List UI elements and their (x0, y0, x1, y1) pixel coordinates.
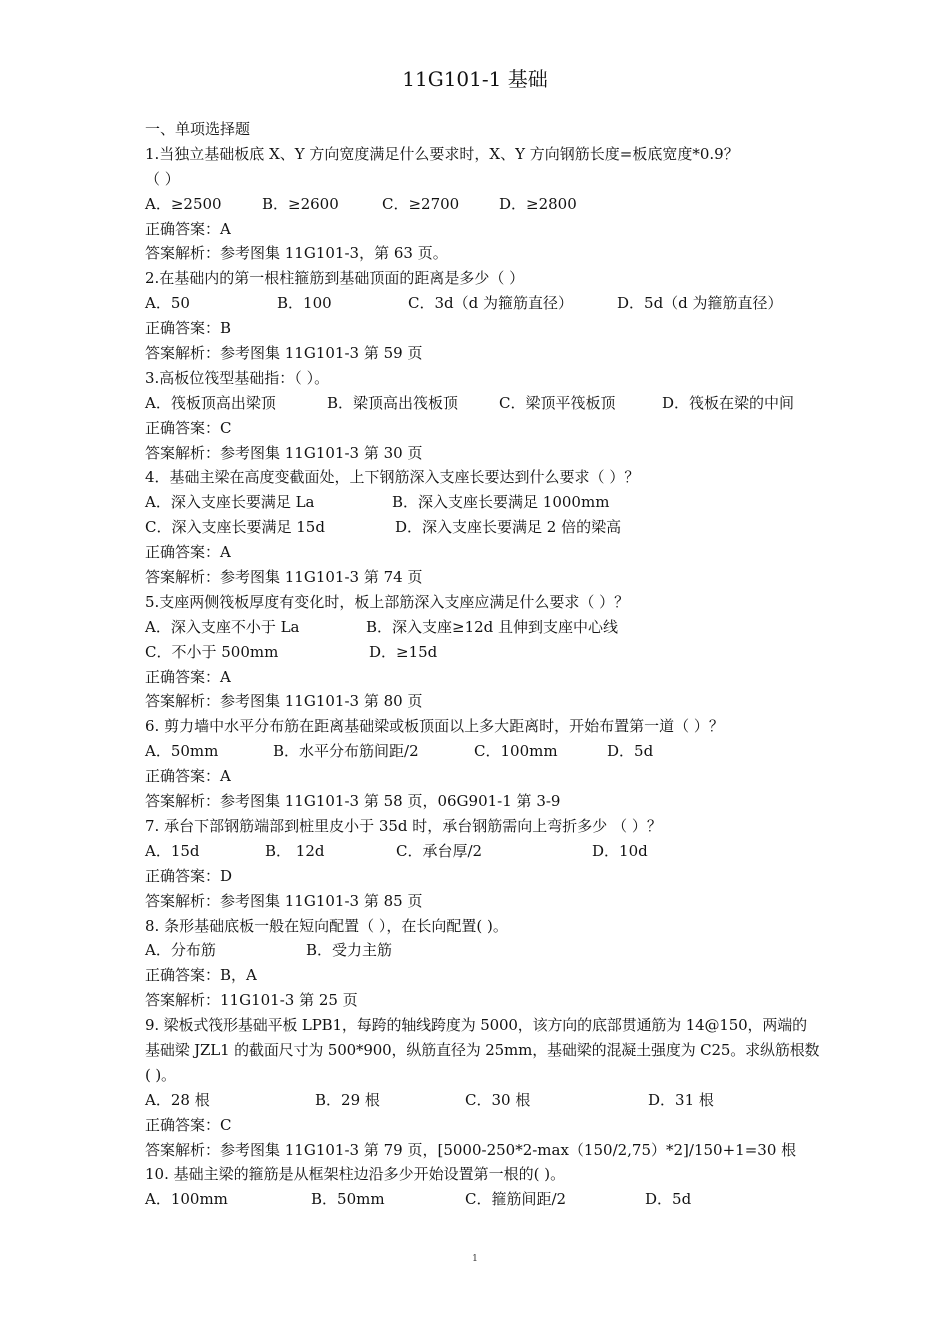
answer-label: 正确答案： (145, 219, 221, 238)
answer-explanation: 答案解析：参考图集 11G101-3 第 59 页 (145, 344, 423, 363)
option-a: A．28 根 (145, 1090, 210, 1109)
answer-explanation: 答案解析：参考图集 11G101-3 第 74 页 (145, 568, 423, 587)
option-b: B．梁顶高出筏板顶 (327, 393, 459, 412)
answer-explanation: 答案解析：参考图集 11G101-3 第 30 页 (145, 443, 423, 462)
option-c: C．深入支座长要满足 15d (145, 518, 325, 537)
correct-answer (145, 416, 820, 441)
correct-answer (145, 1113, 820, 1138)
answer-value: B，A (220, 966, 257, 985)
answer-value: D (220, 866, 233, 885)
option-d: D．10d (592, 841, 648, 860)
question-stem: 9. 梁板式筏形基础平板 LPB1，每跨的轴线跨度为 5000，该方向的底部贯通筋为 14@150，两端的基础梁 JZL1 的截面尺寸为 500*900，纵筋直径为 25mm，基础梁的混凝土强度为 C25。求纵筋根数( )。 (145, 1016, 820, 1084)
option-c: C．30 根 (465, 1090, 531, 1109)
option-d: D．≥15d (369, 642, 438, 661)
answer-explanation: 答案解析：参考图集 11G101-3 第 58 页，06G901-1 第 3-9 (145, 792, 561, 811)
option-b: B．受力主筋 (306, 941, 393, 960)
option-d: D．深入支座长要满足 2 倍的梁高 (395, 518, 622, 537)
option-d: D．31 根 (648, 1090, 714, 1109)
option-row (145, 640, 820, 665)
option-row (145, 739, 820, 764)
answer-label: 正确答案： (145, 966, 221, 985)
option-b: B．50mm (311, 1190, 385, 1209)
answer-explanation: 答案解析：参考图集 11G101-3 第 85 页 (145, 891, 423, 910)
answer-explanation: 答案解析：参考图集 11G101-3，第 63 页。 (145, 244, 448, 263)
question-stem: 3.高板位筏型基础指：（ ）。 (145, 368, 330, 387)
question-stem: 6. 剪力墙中水平分布筋在距离基础梁或板顶面以上多大距离时，开始布置第一道（ ）？ (145, 717, 724, 736)
option-b: B． 12d (265, 841, 325, 860)
option-a: A．分布筋 (145, 941, 216, 960)
option-a: A．筏板顶高出梁顶 (145, 393, 276, 412)
question-stem: 4．基础主梁在高度变截面处，上下钢筋深入支座长要达到什么要求（ ）？ (145, 468, 640, 487)
option-c: C．承台厚/2 (396, 841, 483, 860)
option-row (145, 1088, 820, 1113)
option-a: A．深入支座不小于 La (145, 617, 300, 636)
correct-answer (145, 963, 820, 988)
option-c: C．3d（d 为箍筋直径） (408, 294, 573, 313)
correct-answer (145, 316, 820, 341)
answer-label: 正确答案： (145, 319, 221, 338)
answer-value: A (220, 667, 231, 686)
question-stem: 2.在基础内的第一根柱箍筋到基础顶面的距离是多少（ ） (145, 269, 525, 288)
correct-answer (145, 864, 820, 889)
correct-answer (145, 540, 820, 565)
option-row (145, 839, 820, 864)
option-a: A．50mm (145, 742, 219, 761)
answer-label: 正确答案： (145, 543, 221, 562)
correct-answer (145, 665, 820, 690)
answer-label: 正确答案： (145, 667, 221, 686)
option-a: A．15d (145, 841, 200, 860)
option-d: D．≥2800 (499, 194, 577, 213)
option-row (145, 490, 820, 515)
question-stem: 8. 条形基础底板一般在短向配置（ ），在长向配置( )。 (145, 916, 508, 935)
option-c: C．100mm (474, 742, 558, 761)
option-row (145, 615, 820, 640)
document-title: 11G101-1 基础 (402, 67, 548, 91)
answer-value: A (220, 543, 231, 562)
option-d: D．5d (607, 742, 654, 761)
option-row (145, 1187, 820, 1212)
answer-label: 正确答案： (145, 418, 221, 437)
answer-explanation: 答案解析：参考图集 11G101-3 第 80 页 (145, 692, 423, 711)
question-stem-continued: （ ） (145, 169, 180, 188)
option-a: A．100mm (145, 1190, 228, 1209)
option-b: B．深入支座≥12d 且伸到支座中心线 (366, 617, 619, 636)
option-b: B．≥2600 (262, 194, 339, 213)
answer-value: C (220, 1115, 232, 1134)
question-stem: 1.当独立基础板底 X、Y 方向宽度满足什么要求时，X、Y 方向钢筋长度=板底宽度*0.9？ (145, 144, 739, 163)
answer-explanation: 答案解析：参考图集 11G101-3 第 79 页，[5000-250*2-max（150/2,75）*2]/150+1=30 根 (145, 1140, 797, 1159)
option-b: B．100 (277, 294, 332, 313)
option-b: B．深入支座长要满足 1000mm (392, 493, 610, 512)
answer-value: C (220, 418, 232, 437)
correct-answer (145, 217, 820, 242)
answer-value: B (220, 319, 232, 338)
answer-label: 正确答案： (145, 767, 221, 786)
question-stem: 7. 承台下部钢筋端部到桩里皮小于 35d 时，承台钢筋需向上弯折多少 （ ）？ (145, 816, 662, 835)
option-d: D．5d（d 为箍筋直径） (617, 294, 783, 313)
option-c: C．箍筋间距/2 (465, 1190, 567, 1209)
option-row (145, 515, 820, 540)
option-row (145, 938, 820, 963)
question-stem: 5.支座两侧筏板厚度有变化时，板上部筋深入支座应满足什么要求（ ）？ (145, 592, 630, 611)
option-row (145, 391, 820, 416)
option-d: D．筏板在梁的中间 (662, 393, 795, 412)
question-list (145, 117, 820, 1212)
answer-label: 正确答案： (145, 1115, 221, 1134)
option-c: C．梁顶平筏板顶 (499, 393, 616, 412)
option-c: C．不小于 500mm (145, 642, 279, 661)
option-a: A．深入支座长要满足 La (145, 493, 315, 512)
option-a: A．≥2500 (145, 194, 222, 213)
section-heading: 一、单项选择题 (145, 120, 251, 138)
option-a: A．50 (145, 294, 190, 313)
answer-label: 正确答案： (145, 866, 221, 885)
option-b: B．29 根 (315, 1090, 380, 1109)
option-d: D．5d (645, 1190, 692, 1209)
answer-value: A (220, 767, 231, 786)
correct-answer (145, 764, 820, 789)
page-number: 1 (472, 1254, 478, 1264)
answer-value: A (220, 219, 231, 238)
option-c: C．≥2700 (382, 194, 460, 213)
option-row (145, 291, 820, 316)
option-b: B．水平分布筋间距/2 (273, 742, 419, 761)
option-row (145, 192, 820, 217)
answer-explanation: 答案解析：11G101-3 第 25 页 (145, 991, 358, 1010)
question-stem: 10. 基础主梁的箍筋是从框架柱边沿多少开始设置第一根的( )。 (145, 1165, 566, 1184)
